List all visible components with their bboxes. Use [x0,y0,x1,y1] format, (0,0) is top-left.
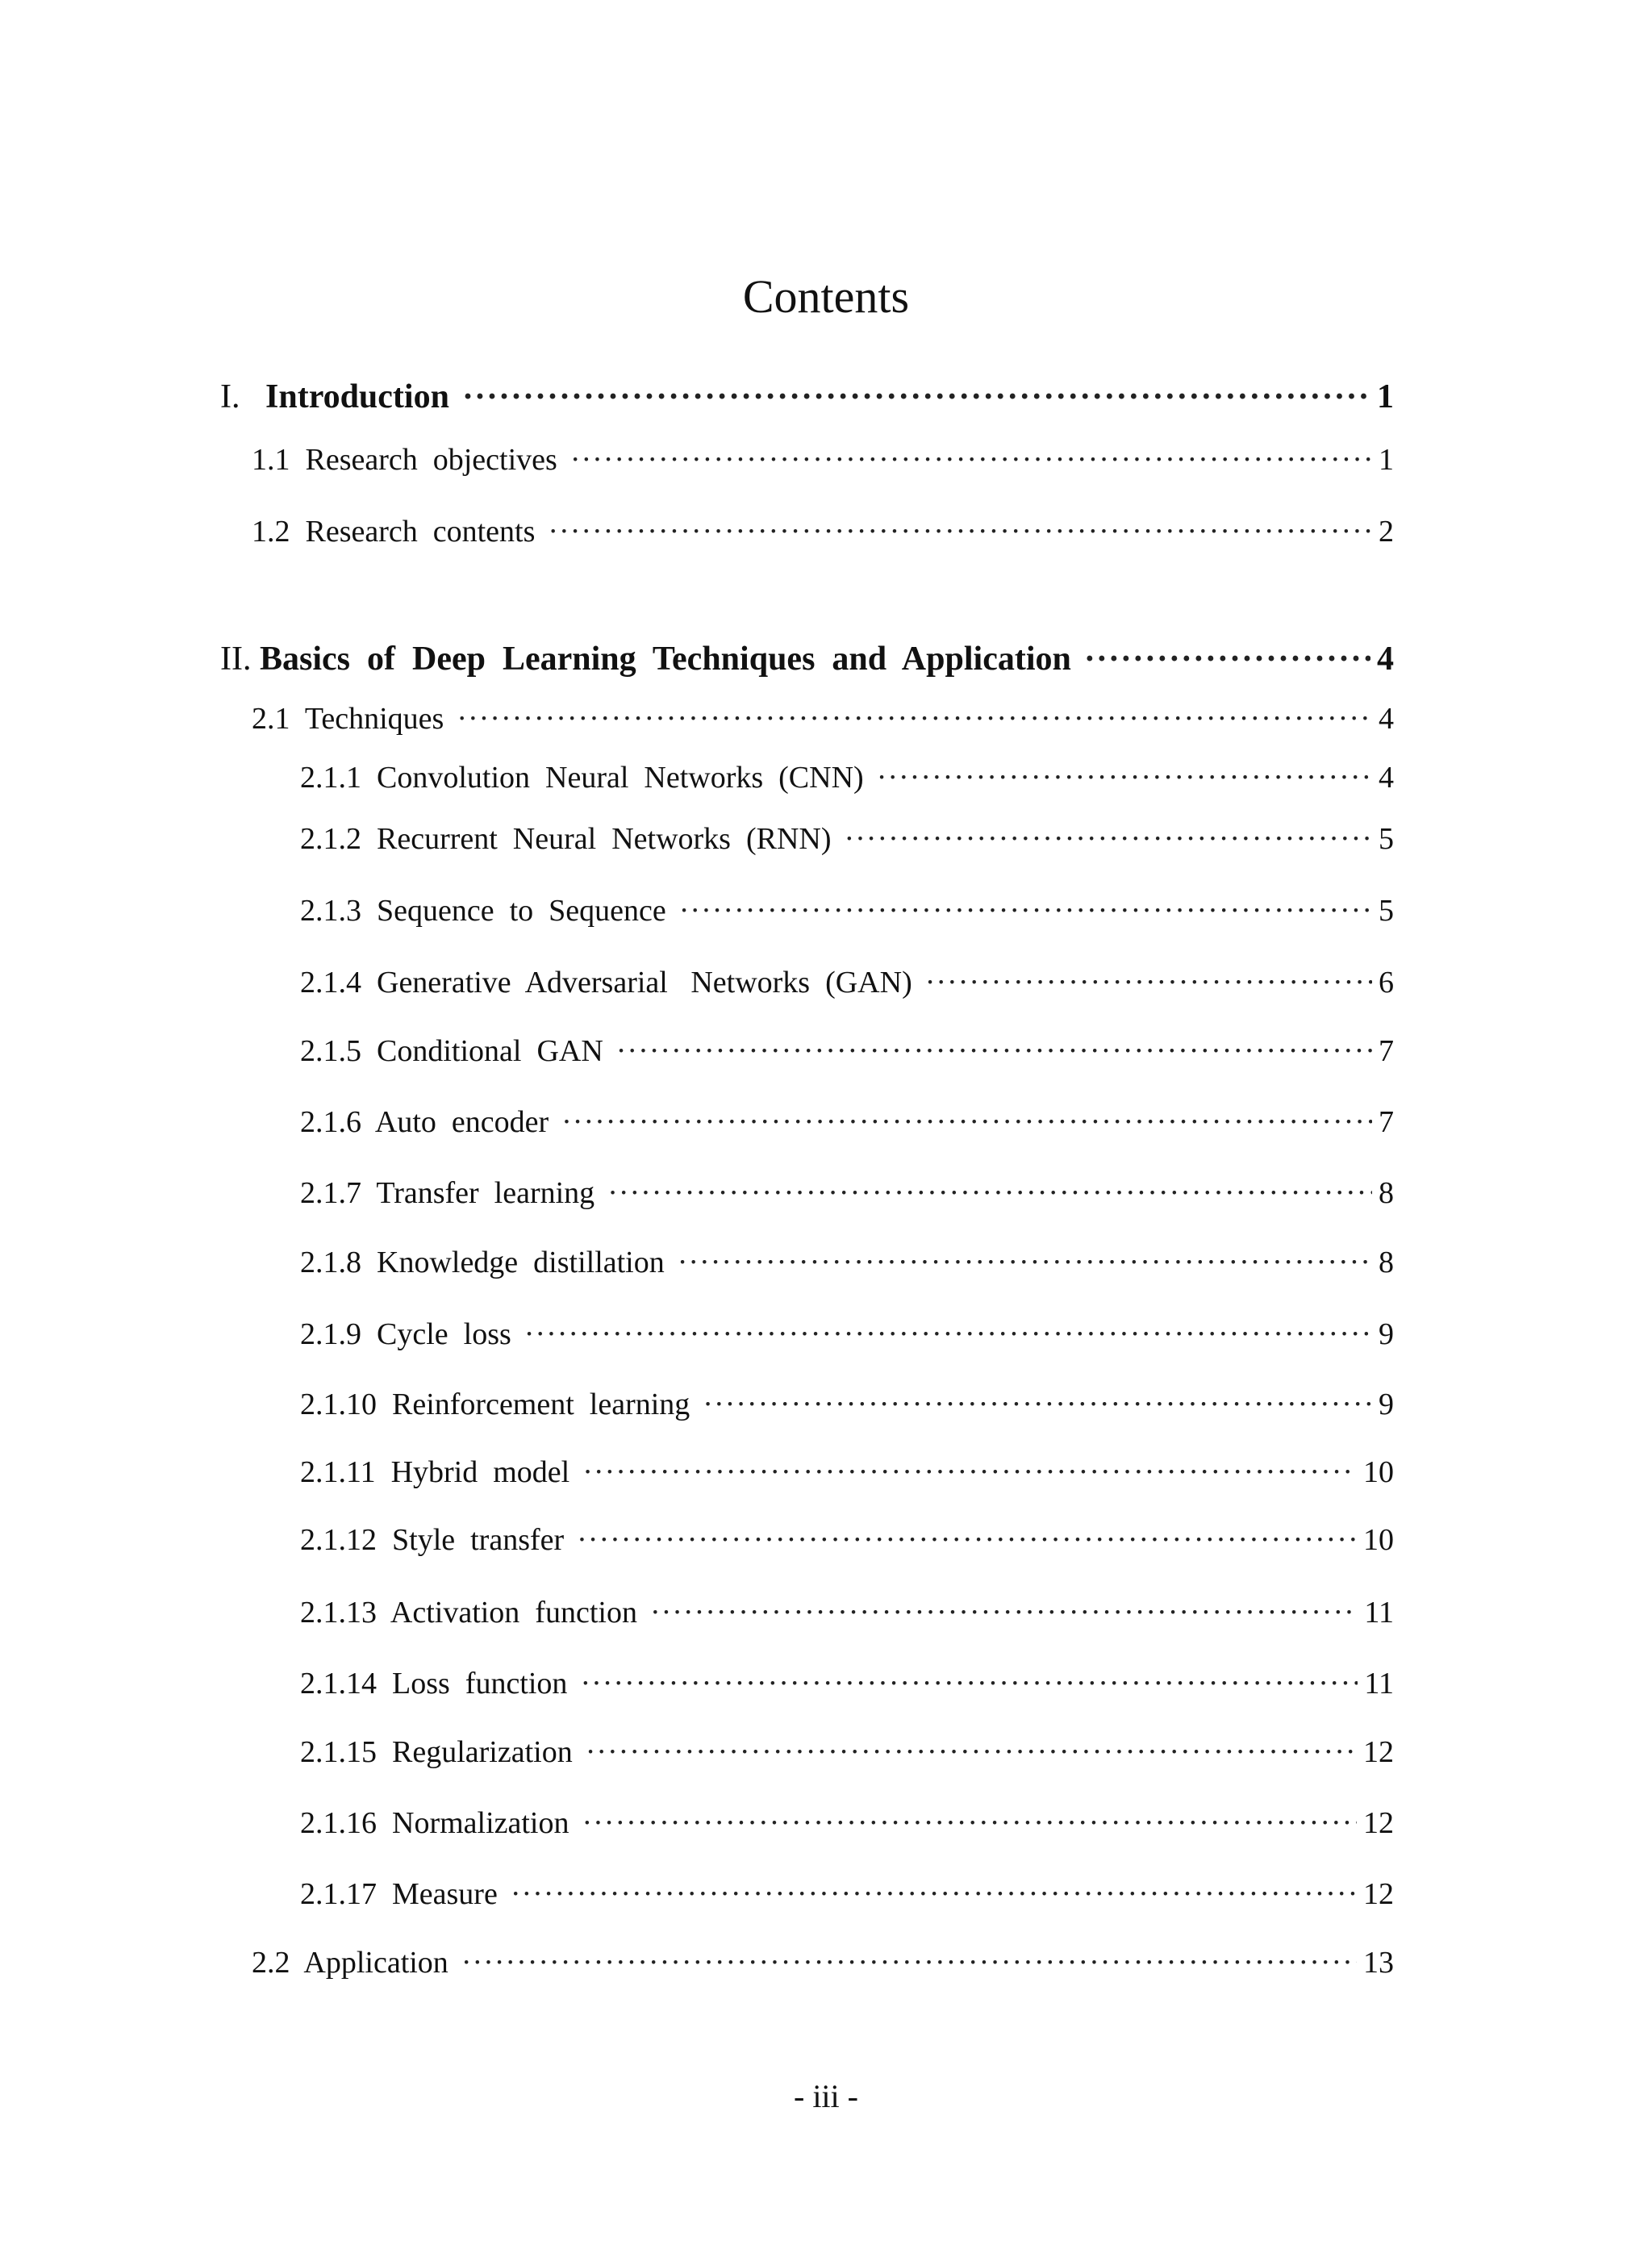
toc-entry-label [300,1805,569,1841]
toc-entry[interactable] [220,378,1394,434]
toc-entry-label [300,1245,665,1280]
toc-entry-label [300,1734,573,1770]
toc-entry-text: 2.1.15 Regularization [300,1735,573,1769]
toc-entry-text: Introduction [265,378,449,415]
dot-leader [461,1945,1357,1980]
dot-leader [511,1876,1357,1912]
page-number: - iii - [794,2078,858,2114]
toc-page-number: 13 [1363,1946,1394,1980]
dot-leader [457,701,1372,737]
toc-entry[interactable] [300,821,1394,878]
toc-entry[interactable] [300,1104,1394,1161]
toc-page-number: 1 [1379,443,1394,477]
toc-entry[interactable] [252,514,1394,570]
toc-entry-text: 2.1.16 Normalization [300,1806,569,1840]
toc-entry[interactable] [300,1245,1394,1301]
toc-entry-text: 2.1.3 Sequence to Sequence [300,894,666,928]
toc-entry-label [300,1666,567,1701]
dot-leader [650,1595,1358,1630]
toc-entry-text: 2.1.1 Convolution Neural Networks (CNN) [300,761,864,795]
toc-entry-label [220,378,449,416]
toc-entry-text: 1.2 Research contents [252,515,536,549]
toc-entry-label [300,1317,511,1352]
toc-entry[interactable] [300,893,1394,949]
dot-leader [582,1454,1357,1490]
toc-page-number: 2 [1379,515,1394,549]
toc-entry-text: 2.1.5 Conditional GAN [300,1034,603,1068]
toc-entry[interactable] [300,1876,1394,1933]
dot-leader [607,1175,1372,1211]
toc-entry[interactable] [300,1454,1394,1511]
toc-page-number: 8 [1379,1246,1394,1279]
toc-page-number: 6 [1379,966,1394,999]
toc-entry-text: Basics of Deep Learning Techniques and Application [259,641,1071,678]
toc-chapter-number: I. [220,378,240,415]
toc-page-number: 12 [1363,1735,1394,1769]
toc-page-number: 9 [1379,1317,1394,1351]
dot-leader [678,1245,1372,1280]
toc-page-number: 12 [1363,1806,1394,1840]
toc-entry-text: 2.1.7 Transfer learning [300,1176,595,1210]
toc-entry-text: 2.1.17 Measure [300,1877,498,1911]
dot-leader [877,760,1372,795]
toc-entry[interactable] [300,1387,1394,1443]
toc-entry-label [300,1454,569,1490]
toc-page-number: 7 [1379,1034,1394,1068]
toc-page-number: 1 [1377,378,1394,415]
dot-leader [524,1317,1372,1352]
toc-entry-label [300,965,912,1000]
toc-page-number: 5 [1379,822,1394,856]
dot-leader [580,1666,1358,1701]
dot-leader [586,1734,1357,1770]
toc-entry-label [300,821,832,857]
toc-entry-label [220,640,1071,678]
toc-entry[interactable] [300,1522,1394,1579]
toc-entry-text: 1.1 Research objectives [252,443,557,477]
toc-entry-text: 2.1.12 Style transfer [300,1523,565,1557]
toc-entry-label [300,1876,498,1912]
toc-entry[interactable] [300,965,1394,1021]
toc-entry-label [252,1945,448,1980]
dot-leader [570,442,1372,478]
dot-leader [577,1522,1357,1558]
toc-entry-text: 2.1.10 Reinforcement learning [300,1388,690,1421]
toc-entry-text: 2.1.4 Generative Adversarial Networks (GAN) [300,966,912,999]
toc-entry-label [300,1033,603,1069]
toc-entry-text: 2.2 Application [252,1946,448,1980]
dot-leader [616,1033,1372,1069]
toc-entry[interactable] [252,701,1394,757]
dot-leader [925,965,1372,1000]
dot-leader [845,821,1373,857]
toc-page-number: 12 [1363,1877,1394,1911]
toc-page-number: 10 [1363,1523,1394,1557]
toc-entry[interactable] [220,640,1394,696]
toc-entry-label [300,1175,594,1211]
toc-entry-label [300,1595,637,1630]
page-title: Contents [742,270,910,323]
toc-entry-label [300,1522,564,1558]
toc-entry-text: 2.1.13 Activation function [300,1596,637,1630]
toc-entry-text: 2.1.11 Hybrid model [300,1455,570,1489]
toc-entry[interactable] [300,1175,1394,1232]
dot-leader [561,1104,1372,1140]
toc-page-number: 4 [1379,761,1394,795]
toc-entry[interactable] [300,760,1394,816]
dot-leader [582,1805,1357,1841]
toc-entry[interactable] [300,1317,1394,1373]
dot-leader [548,514,1372,549]
toc-entry-text: 2.1.8 Knowledge distillation [300,1246,665,1279]
toc-entry-text: 2.1 Techniques [252,702,444,736]
toc-page-number: 11 [1364,1596,1394,1630]
toc-entry-label [252,442,557,478]
toc-entry[interactable] [300,1666,1394,1722]
dot-leader [679,893,1372,929]
toc-entry[interactable] [300,1734,1394,1791]
toc-page-number: 4 [1379,702,1394,736]
toc-entry-text: 2.1.2 Recurrent Neural Networks (RNN) [300,822,832,856]
toc-page-number: 11 [1364,1667,1394,1701]
toc-entry-text: 2.1.9 Cycle loss [300,1317,511,1351]
toc-page-number: 10 [1363,1455,1394,1489]
toc-entry-label [300,760,864,795]
toc-chapter-number: II. [220,641,252,678]
toc-entry[interactable] [300,1033,1394,1090]
toc-entry[interactable] [300,1595,1394,1651]
toc-entry-label [300,1387,690,1422]
toc-page-number: 7 [1379,1105,1394,1139]
toc-entry-label [252,514,535,549]
toc-entry-label [300,893,666,929]
toc-entry[interactable] [300,1805,1394,1862]
toc-entry-label [252,701,444,737]
dot-leader [1084,640,1370,678]
toc-entry-text: 2.1.14 Loss function [300,1667,568,1701]
toc-page-number: 8 [1379,1176,1394,1210]
toc-entry-label [300,1104,549,1140]
dot-leader [703,1387,1372,1422]
toc-entry[interactable] [252,442,1394,499]
toc-page-number: 9 [1379,1388,1394,1421]
toc-page-number: 4 [1377,641,1394,678]
toc-entry-text: 2.1.6 Auto encoder [300,1105,549,1139]
toc-entry[interactable] [252,1945,1394,2001]
dot-leader [462,378,1370,416]
toc-page-number: 5 [1379,894,1394,928]
